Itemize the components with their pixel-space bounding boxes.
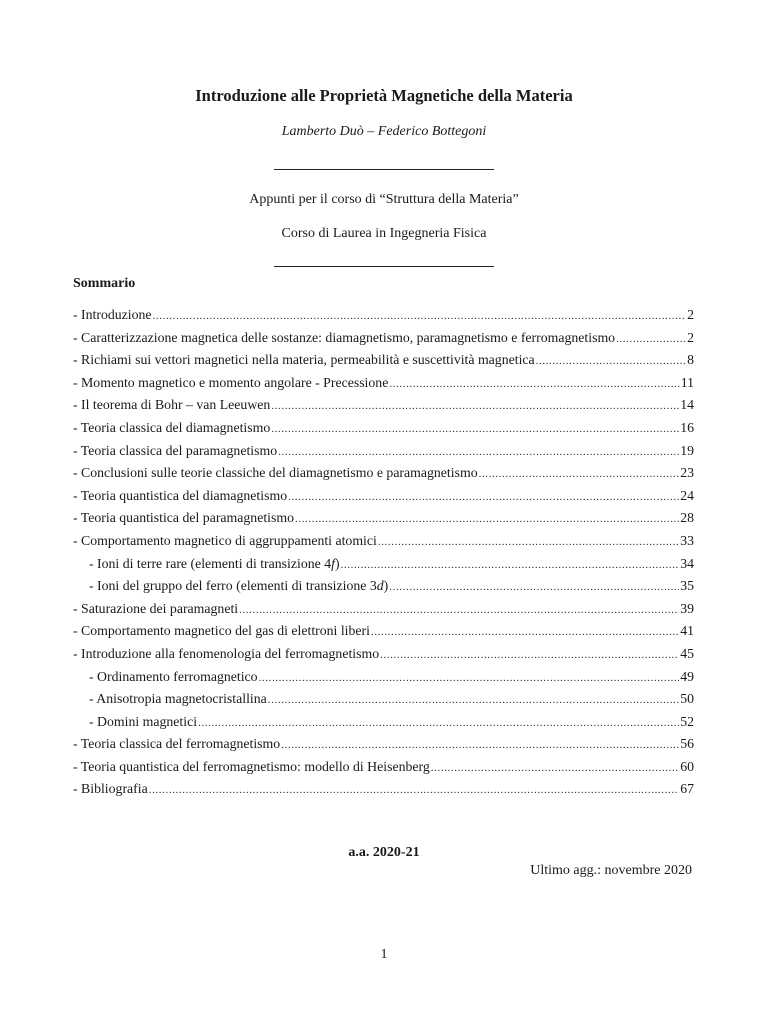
toc-item-label: - Caratterizzazione magnetica delle sostanze: diamagnetismo, paramagnetismo e ferromagnetismo	[73, 329, 616, 345]
toc-leader-dots	[271, 397, 679, 413]
toc-leader-dots	[341, 556, 680, 572]
toc-leader-dots	[198, 714, 679, 730]
toc-item-label: - Momento magnetico e momento angolare - Precessione	[73, 374, 389, 390]
toc-item-label: - Il teorema di Bohr – van Leeuwen	[73, 397, 271, 413]
toc-item-label: - Saturazione dei paramagneti	[73, 600, 239, 616]
toc-leader-dots	[371, 623, 679, 639]
toc-item-page: 50	[680, 691, 694, 707]
toc-item	[73, 352, 694, 375]
toc-item	[73, 781, 694, 804]
toc-leader-dots	[281, 736, 679, 752]
course-subtitle: Appunti per il corso di “Struttura della Materia”	[249, 192, 519, 207]
toc-leader-dots	[479, 465, 680, 481]
toc-leader-dots	[378, 533, 679, 549]
toc-item	[73, 646, 694, 669]
toc-item	[73, 510, 694, 533]
toc-item	[73, 375, 694, 398]
toc-leader-dots	[259, 669, 680, 685]
table-of-contents	[73, 307, 694, 804]
toc-item-label: - Teoria quantistica del ferromagnetismo: modello di Heisenberg	[73, 758, 430, 774]
toc-subitem	[73, 691, 694, 714]
academic-year: a.a. 2020-21	[348, 845, 420, 860]
toc-subitem	[73, 714, 694, 737]
toc-item	[73, 601, 694, 624]
toc-leader-dots	[278, 443, 679, 459]
toc-item	[73, 533, 694, 556]
toc-item-page: 2	[687, 329, 694, 345]
toc-item	[73, 465, 694, 488]
toc-item-page: 24	[680, 487, 694, 503]
toc-heading: Sommario	[73, 276, 136, 291]
toc-item-page: 39	[680, 600, 694, 616]
toc-leader-dots	[389, 375, 679, 391]
toc-item-label: - Teoria classica del diamagnetismo	[73, 419, 271, 435]
toc-item-page: 2	[687, 307, 694, 322]
toc-item	[73, 443, 694, 466]
toc-subitem	[73, 669, 694, 692]
toc-item-label: - Ordinamento ferromagnetico	[89, 668, 258, 684]
toc-item	[73, 488, 694, 511]
toc-leader-dots	[268, 691, 679, 707]
document-authors: Lamberto Duò – Federico Bottegoni	[281, 124, 487, 139]
toc-item-page: 23	[680, 465, 694, 481]
toc-leader-dots	[288, 488, 679, 504]
toc-item-page: 19	[680, 442, 694, 458]
toc-item-label: - Bibliografia	[73, 781, 148, 797]
toc-item-label: - Teoria classica del ferromagnetismo	[73, 736, 281, 752]
last-updated: Ultimo agg.: novembre 2020	[530, 863, 692, 878]
toc-item-page: 60	[680, 758, 694, 774]
degree-subtitle: Corso di Laurea in Ingegneria Fisica	[281, 226, 487, 241]
toc-item	[73, 759, 694, 782]
toc-leader-dots	[149, 781, 679, 797]
toc-subitem	[73, 556, 694, 579]
toc-item-label: - Teoria classica del paramagnetismo	[73, 442, 278, 458]
toc-item-page: 33	[680, 532, 694, 548]
toc-item-label: - Conclusioni sulle teorie classiche del diamagnetismo e paramagnetismo	[73, 465, 478, 481]
toc-item-page: 49	[680, 668, 694, 684]
toc-item-page: 8	[687, 352, 694, 368]
toc-item-label: - Comportamento magnetico di aggruppamenti atomici	[73, 532, 377, 548]
toc-item-label: - Teoria quantistica del paramagnetismo	[73, 510, 294, 526]
toc-leader-dots	[536, 352, 686, 368]
toc-item-page: 14	[680, 397, 694, 413]
toc-item-page: 56	[680, 736, 694, 752]
toc-item-page: 41	[680, 623, 694, 639]
toc-leader-dots	[431, 759, 679, 775]
toc-item-page: 52	[680, 713, 694, 729]
toc-leader-dots	[616, 330, 686, 346]
toc-item-label: - Domini magnetici	[89, 713, 198, 729]
toc-item-label: - Comportamento magnetico del gas di elettroni liberi	[73, 623, 370, 639]
toc-item	[73, 397, 694, 420]
toc-item-label: - Richiami sui vettori magnetici nella materia, permeabilità e suscettività magnetica	[73, 352, 535, 368]
toc-item-label: - Anisotropia magnetocristallina	[89, 691, 267, 707]
toc-leader-dots	[389, 578, 679, 594]
toc-leader-dots	[380, 646, 679, 662]
toc-item	[73, 330, 694, 353]
toc-subitem	[73, 578, 694, 601]
toc-item-label: - Teoria quantistica del diamagnetismo	[73, 487, 288, 503]
toc-item-page: 45	[680, 645, 694, 661]
toc-item-page: 34	[680, 555, 694, 571]
toc-item-label: - Ioni del gruppo del ferro (elementi di transizione 3d)	[89, 578, 389, 594]
toc-item-page: 67	[680, 781, 694, 797]
toc-item	[73, 307, 694, 330]
divider	[274, 169, 494, 170]
toc-item-page: 11	[680, 374, 694, 390]
document-title: Introduzione alle Proprietà Magnetiche della Materia	[195, 86, 573, 105]
toc-item	[73, 420, 694, 443]
toc-item	[73, 623, 694, 646]
toc-item-label: - Ioni di terre rare (elementi di transizione 4f)	[89, 555, 340, 571]
page-number: 1	[380, 947, 388, 962]
toc-item-page: 35	[680, 578, 694, 594]
toc-item-page: 28	[680, 510, 694, 526]
toc-leader-dots	[295, 510, 679, 526]
divider	[274, 266, 494, 267]
toc-item-page: 16	[680, 419, 694, 435]
toc-item	[73, 736, 694, 759]
toc-item-label: - Introduzione alla fenomenologia del ferromagnetismo	[73, 645, 380, 661]
toc-leader-dots	[239, 601, 679, 617]
toc-leader-dots	[271, 420, 679, 436]
toc-item-label: - Introduzione	[73, 307, 152, 322]
toc-leader-dots	[153, 307, 687, 323]
